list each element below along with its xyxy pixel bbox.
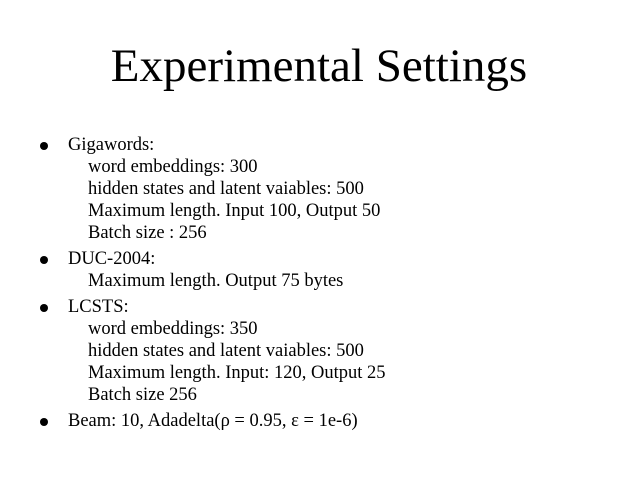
bullet-sub-line: Maximum length. Input: 120, Output 25 [88, 363, 386, 383]
bullet-sub-line: Maximum length. Output 75 bytes [88, 271, 344, 291]
bullet-list [38, 134, 618, 436]
bullet-sub-line: word embeddings: 300 [88, 157, 258, 177]
bullet-sub-line: Batch size : 256 [88, 223, 207, 243]
bullet-gigawords [38, 134, 618, 244]
bullet-dot-icon [40, 142, 48, 150]
bullet-dot-icon [40, 304, 48, 312]
bullet-lcsts [38, 296, 618, 406]
bullet-sub-line: hidden states and latent vaiables: 500 [88, 179, 364, 199]
slide-title: Experimental Settings [110, 40, 528, 92]
bullet-sub-line: Maximum length. Input 100, Output 50 [88, 201, 381, 221]
bullet-label: Beam: 10, Adadelta(ρ = 0.95, ε = 1e-6) [68, 411, 358, 431]
bullet-sub-line: hidden states and latent vaiables: 500 [88, 341, 364, 361]
bullet-label: DUC-2004: [68, 249, 156, 269]
bullet-dot-icon [40, 256, 48, 264]
bullet-beam-adadelta [38, 410, 618, 432]
bullet-label: LCSTS: [68, 297, 129, 317]
bullet-dot-icon [40, 418, 48, 426]
bullet-sub-line: word embeddings: 350 [88, 319, 258, 339]
bullet-duc-2004 [38, 248, 618, 292]
bullet-label: Gigawords: [68, 135, 155, 155]
bullet-sub-line: Batch size 256 [88, 385, 197, 405]
